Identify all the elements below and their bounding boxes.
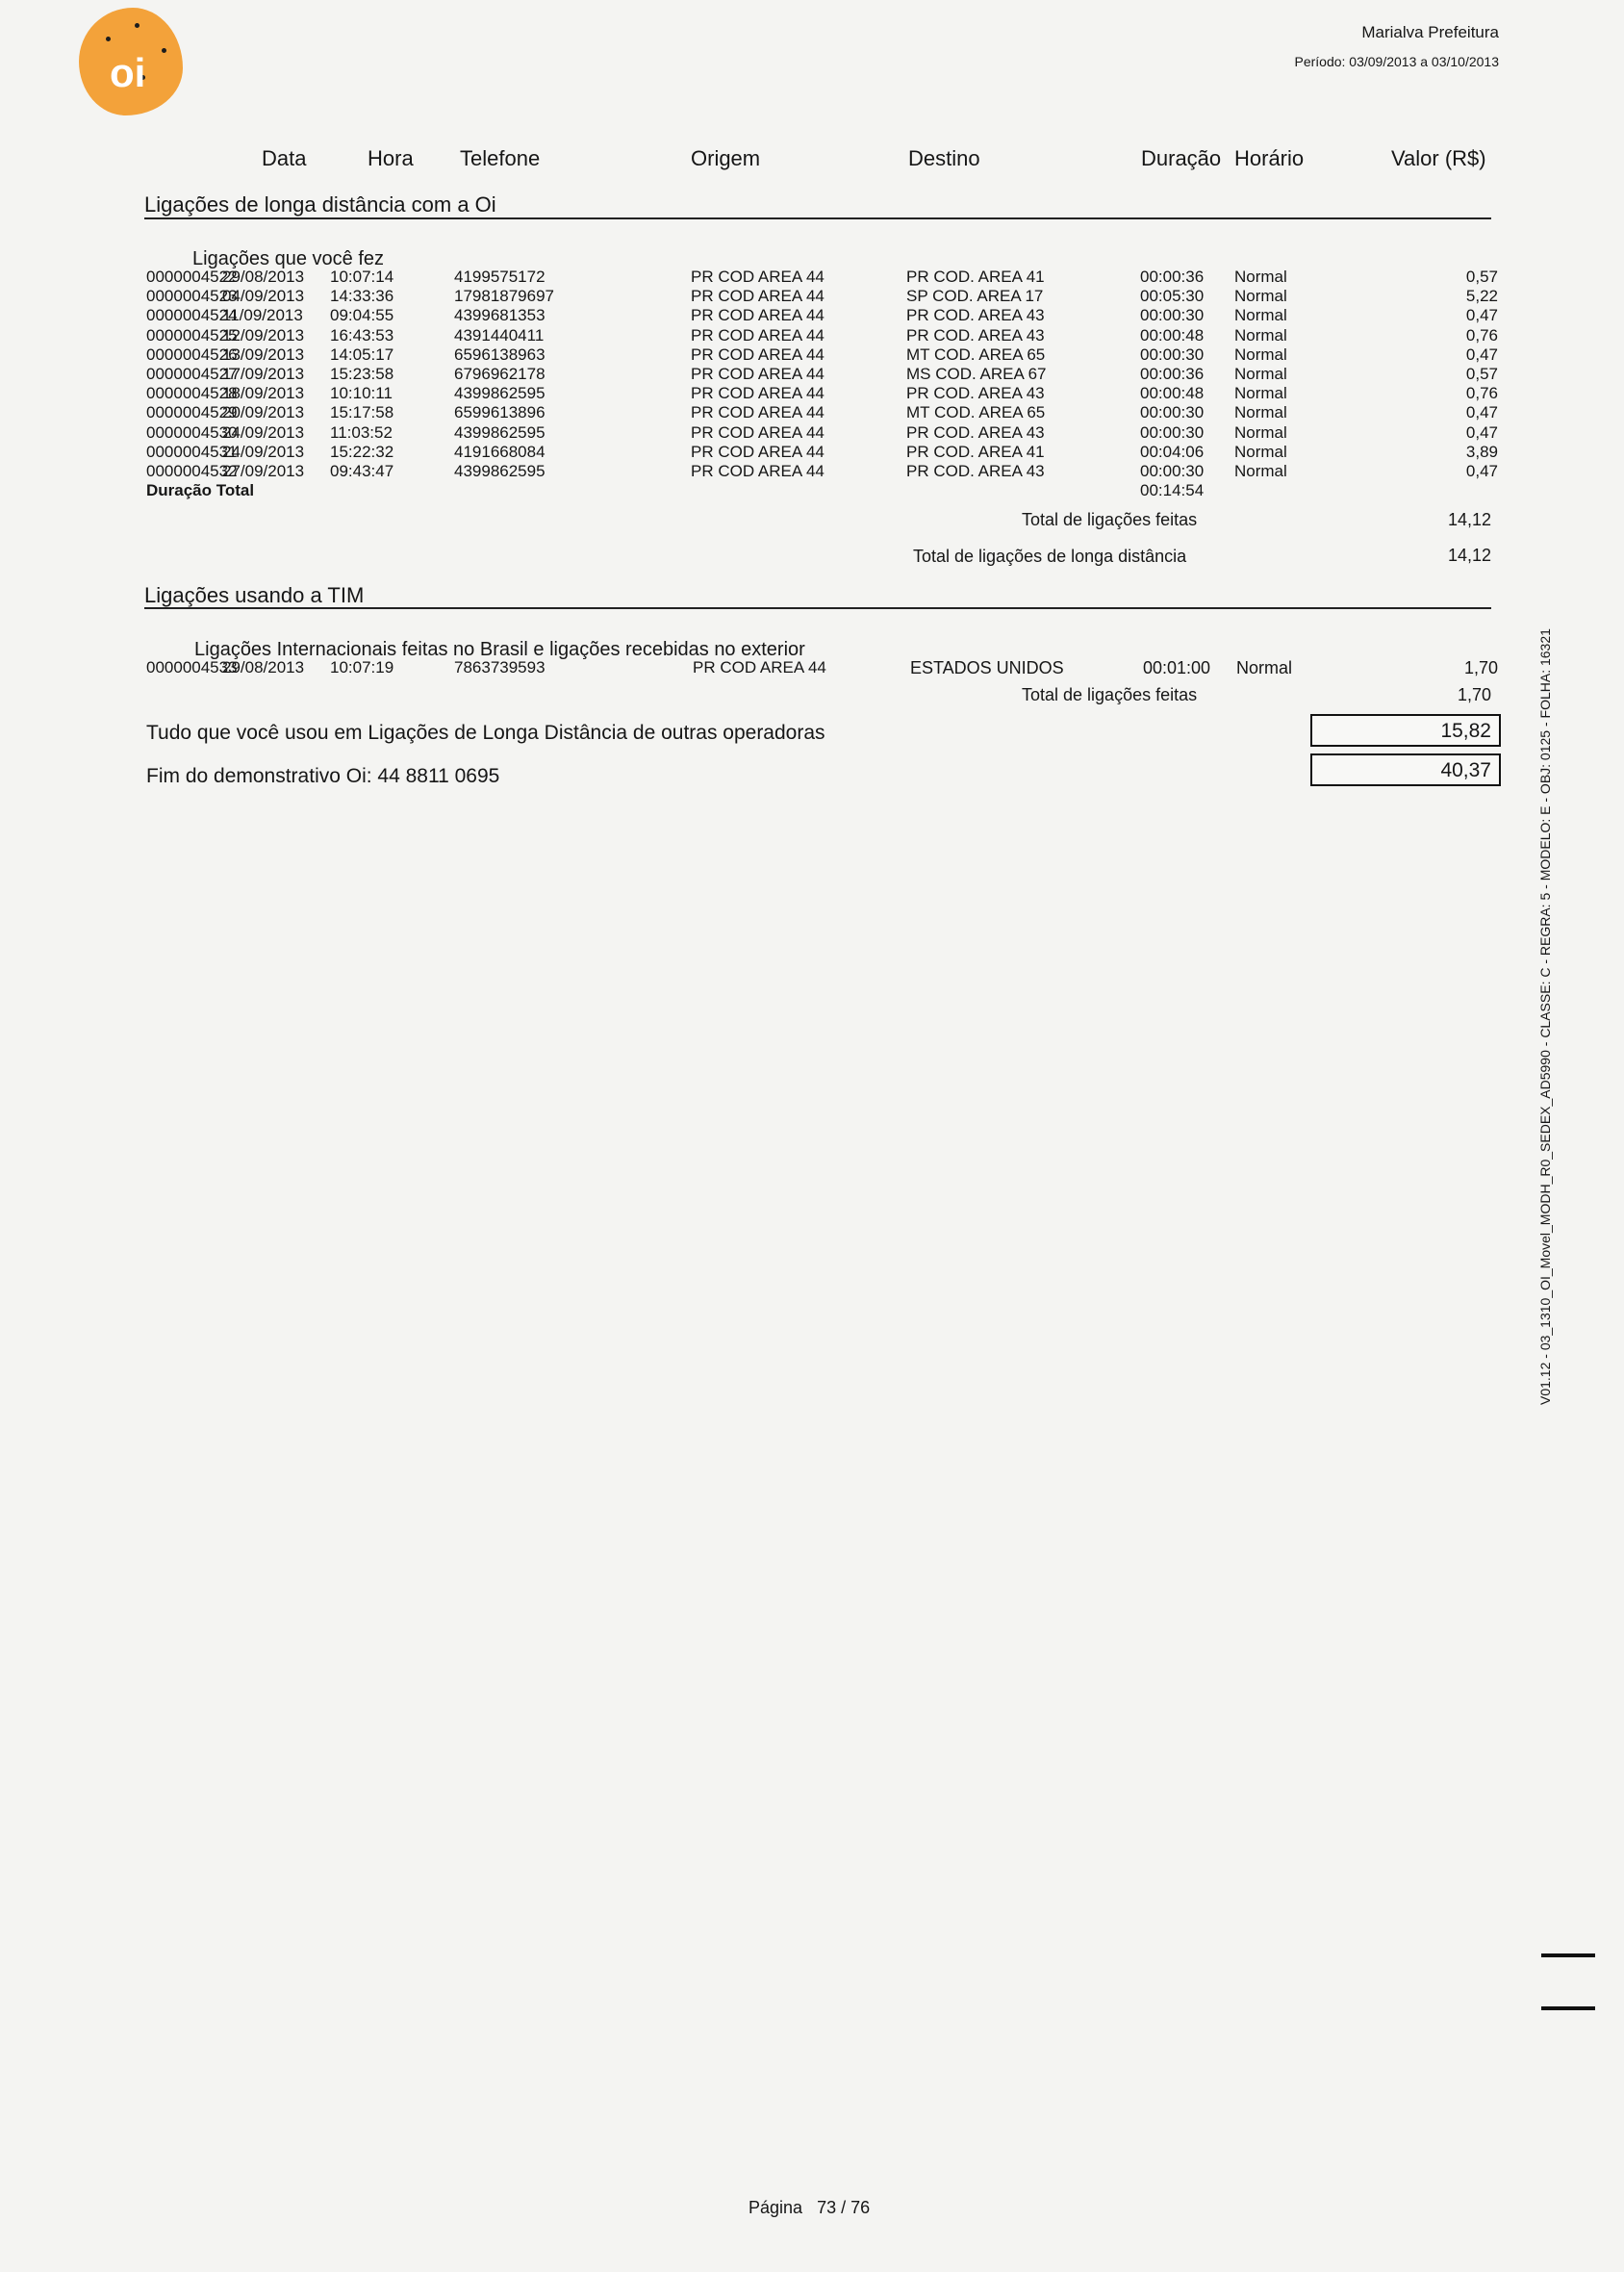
col-duracao: Duração bbox=[1141, 146, 1222, 170]
call-horario: Normal bbox=[1234, 403, 1287, 422]
other-operators-total-box bbox=[1310, 714, 1501, 747]
table-row bbox=[146, 403, 1498, 422]
long-distance-calls-table bbox=[146, 268, 1498, 500]
tim-calls-table bbox=[146, 658, 1498, 677]
call-date: 12/09/2013 bbox=[222, 325, 305, 345]
call-horario: Normal bbox=[1234, 287, 1287, 306]
statement-total: 40,37 bbox=[1440, 759, 1491, 781]
table-row bbox=[146, 365, 1498, 384]
call-value: 0,47 bbox=[1465, 461, 1498, 480]
call-phone: 4191668084 bbox=[454, 442, 546, 461]
call-horario: Normal bbox=[1234, 461, 1287, 480]
call-phone: 6596138963 bbox=[454, 345, 546, 364]
call-origin: PR COD AREA 44 bbox=[691, 364, 825, 383]
table-row bbox=[146, 287, 1498, 306]
call-phone: 4399862595 bbox=[454, 384, 546, 403]
call-duration: 00:00:30 bbox=[1140, 403, 1205, 422]
call-destination: PR COD. AREA 43 bbox=[906, 306, 1045, 325]
call-destination: PR COD. AREA 43 bbox=[906, 422, 1045, 442]
call-duration: 00:00:30 bbox=[1140, 345, 1205, 364]
col-destino: Destino bbox=[908, 146, 980, 170]
call-destination: PR COD. AREA 41 bbox=[906, 442, 1045, 461]
call-duration: 00:05:30 bbox=[1140, 287, 1205, 306]
call-destination: PR COD. AREA 43 bbox=[906, 384, 1045, 403]
call-date: 20/09/2013 bbox=[222, 403, 305, 422]
total-calls-value: 14,12 bbox=[1447, 510, 1491, 529]
call-origin: PR COD AREA 44 bbox=[691, 422, 825, 442]
call-time: 14:05:17 bbox=[330, 345, 394, 364]
call-time: 16:43:53 bbox=[330, 325, 394, 345]
international-calls-subtitle: Ligações Internacionais feitas no Brasil e ligações recebidas no exterior bbox=[194, 639, 805, 660]
call-value: 0,47 bbox=[1465, 345, 1498, 364]
section-long-distance-title: Ligações de longa distância com a Oi bbox=[144, 192, 496, 217]
call-date: 11/09/2013 bbox=[222, 306, 303, 325]
call-value: 0,47 bbox=[1465, 403, 1498, 422]
call-value: 0,47 bbox=[1465, 306, 1498, 325]
call-origin: PR COD AREA 44 bbox=[691, 268, 825, 286]
call-horario: Normal bbox=[1234, 442, 1287, 461]
call-date: 13/09/2013 bbox=[222, 345, 305, 364]
call-duration: 00:00:48 bbox=[1140, 325, 1205, 345]
call-destination: ESTADOS UNIDOS bbox=[910, 658, 1064, 677]
call-origin: PR COD AREA 44 bbox=[691, 325, 825, 345]
col-horario: Horário bbox=[1234, 146, 1305, 170]
call-value: 1,70 bbox=[1463, 658, 1498, 677]
col-valor: Valor (R$) bbox=[1391, 146, 1486, 170]
call-date: 04/09/2013 bbox=[222, 287, 305, 306]
call-horario: Normal bbox=[1234, 325, 1287, 345]
call-value: 5,22 bbox=[1465, 287, 1498, 306]
table-row bbox=[146, 384, 1498, 403]
statement-end-label: Fim do demonstrativo Oi: 44 8811 0695 bbox=[146, 765, 500, 787]
call-time: 09:04:55 bbox=[330, 306, 394, 325]
call-time: 15:23:58 bbox=[330, 364, 394, 383]
call-date: 18/09/2013 bbox=[222, 384, 305, 403]
call-origin: PR COD AREA 44 bbox=[693, 658, 826, 676]
table-row bbox=[146, 306, 1498, 325]
oi-logo bbox=[79, 8, 183, 115]
tim-total-calls-label: Total de ligações feitas bbox=[1022, 685, 1198, 704]
table-row bbox=[146, 658, 1498, 677]
alignment-mark bbox=[1541, 2006, 1595, 2010]
call-destination: PR COD. AREA 43 bbox=[906, 325, 1045, 345]
page-number bbox=[749, 2198, 870, 2218]
call-value: 3,89 bbox=[1465, 442, 1498, 461]
call-time: 15:22:32 bbox=[330, 442, 394, 461]
page-count: 73 / 76 bbox=[817, 2198, 871, 2217]
call-value: 0,47 bbox=[1465, 422, 1498, 442]
call-destination: MT COD. AREA 65 bbox=[906, 403, 1046, 422]
col-data: Data bbox=[262, 146, 307, 170]
call-horario: Normal bbox=[1234, 345, 1287, 364]
page-label: Página bbox=[749, 2198, 803, 2217]
call-destination: MS COD. AREA 67 bbox=[906, 364, 1047, 383]
call-destination: PR COD. AREA 43 bbox=[906, 461, 1045, 480]
call-duration: 00:00:48 bbox=[1140, 384, 1205, 403]
duration-total-label: Duração Total bbox=[146, 481, 255, 500]
call-time: 11:03:52 bbox=[330, 422, 393, 442]
call-time: 10:07:19 bbox=[330, 658, 394, 676]
call-id: 0000004522 bbox=[146, 268, 238, 286]
call-id: 0000004526 bbox=[146, 345, 238, 364]
call-date: 27/09/2013 bbox=[222, 461, 305, 480]
call-id: 0000004532 bbox=[146, 461, 238, 480]
call-horario: Normal bbox=[1234, 268, 1287, 286]
call-time: 15:17:58 bbox=[330, 403, 394, 422]
call-id: 0000004525 bbox=[146, 325, 238, 345]
tim-total-calls-value: 1,70 bbox=[1457, 685, 1491, 704]
call-id: 0000004533 bbox=[146, 658, 238, 676]
call-id: 0000004527 bbox=[146, 364, 238, 383]
duration-total-value: 00:14:54 bbox=[1140, 481, 1205, 500]
call-duration: 00:00:36 bbox=[1140, 364, 1205, 383]
statement-total-box bbox=[1310, 753, 1501, 786]
section-tim-title: Ligações usando a TIM bbox=[144, 583, 365, 607]
table-row bbox=[146, 423, 1498, 443]
other-operators-total: 15,82 bbox=[1440, 720, 1491, 742]
call-horario: Normal bbox=[1234, 364, 1287, 383]
call-origin: PR COD AREA 44 bbox=[691, 461, 825, 480]
call-horario: Normal bbox=[1236, 658, 1293, 677]
table-row bbox=[146, 443, 1498, 462]
call-phone: 17981879697 bbox=[454, 287, 555, 306]
call-origin: PR COD AREA 44 bbox=[691, 384, 825, 403]
call-destination: MT COD. AREA 65 bbox=[906, 345, 1046, 364]
call-phone: 4199575172 bbox=[454, 268, 546, 286]
call-date: 29/08/2013 bbox=[222, 658, 305, 676]
call-duration: 00:01:00 bbox=[1143, 658, 1211, 677]
call-value: 0,57 bbox=[1465, 268, 1498, 286]
alignment-mark bbox=[1541, 1953, 1595, 1957]
total-long-distance-value: 14,12 bbox=[1447, 546, 1491, 565]
billing-period: Período: 03/09/2013 a 03/10/2013 bbox=[1294, 54, 1499, 69]
logo-text: oi bbox=[110, 50, 146, 95]
call-date: 24/09/2013 bbox=[222, 422, 305, 442]
call-time: 10:07:14 bbox=[330, 268, 394, 286]
call-duration: 00:04:06 bbox=[1140, 442, 1205, 461]
call-horario: Normal bbox=[1234, 306, 1287, 325]
call-id: 0000004524 bbox=[146, 306, 238, 325]
call-id: 0000004523 bbox=[146, 287, 238, 306]
calls-made-subtitle: Ligações que você fez bbox=[192, 248, 385, 269]
call-value: 0,76 bbox=[1465, 325, 1498, 345]
call-value: 0,57 bbox=[1465, 364, 1498, 383]
table-row bbox=[146, 326, 1498, 345]
call-horario: Normal bbox=[1234, 384, 1287, 403]
call-time: 14:33:36 bbox=[330, 287, 394, 306]
company-name: Marialva Prefeitura bbox=[1361, 23, 1499, 41]
total-long-distance-label: Total de ligações de longa distância bbox=[913, 547, 1187, 566]
call-value: 0,76 bbox=[1465, 384, 1498, 403]
call-origin: PR COD AREA 44 bbox=[691, 345, 825, 364]
call-phone: 6796962178 bbox=[454, 364, 546, 383]
call-horario: Normal bbox=[1234, 422, 1287, 442]
call-duration: 00:00:30 bbox=[1140, 422, 1205, 442]
call-phone: 4399862595 bbox=[454, 461, 546, 480]
col-telefone: Telefone bbox=[460, 146, 541, 170]
print-control-code: V01.12 - 03_1310_OI_Movel_MODH_R0_SEDEX_AD5990 - CLASSE: C - REGRA: 5 - MODELO: E - OBJ: 0125 - FOLHA: 16321 bbox=[1537, 628, 1553, 1405]
call-origin: PR COD AREA 44 bbox=[691, 403, 825, 422]
call-destination: SP COD. AREA 17 bbox=[906, 287, 1044, 306]
call-phone: 6599613896 bbox=[454, 403, 546, 422]
table-row bbox=[146, 268, 1498, 287]
call-origin: PR COD AREA 44 bbox=[691, 442, 825, 461]
total-calls-label: Total de ligações feitas bbox=[1022, 510, 1198, 529]
call-duration: 00:00:36 bbox=[1140, 268, 1205, 286]
call-date: 29/08/2013 bbox=[222, 268, 305, 286]
call-id: 0000004528 bbox=[146, 384, 238, 403]
call-phone: 4399681353 bbox=[454, 306, 546, 325]
call-phone: 4391440411 bbox=[454, 325, 545, 345]
section-divider bbox=[144, 217, 1491, 219]
table-row bbox=[146, 345, 1498, 365]
call-duration: 00:00:30 bbox=[1140, 306, 1205, 325]
call-destination: PR COD. AREA 41 bbox=[906, 268, 1045, 286]
section-divider bbox=[144, 607, 1491, 609]
call-phone: 4399862595 bbox=[454, 422, 546, 442]
call-id: 0000004531 bbox=[146, 442, 238, 461]
col-origem: Origem bbox=[691, 146, 761, 170]
call-duration: 00:00:30 bbox=[1140, 461, 1205, 480]
call-id: 0000004530 bbox=[146, 422, 238, 442]
call-origin: PR COD AREA 44 bbox=[691, 306, 825, 325]
call-date: 24/09/2013 bbox=[222, 442, 305, 461]
call-time: 09:43:47 bbox=[330, 461, 394, 480]
call-time: 10:10:11 bbox=[330, 384, 393, 403]
call-origin: PR COD AREA 44 bbox=[691, 287, 825, 306]
col-hora: Hora bbox=[368, 146, 414, 170]
call-id: 0000004529 bbox=[146, 403, 238, 422]
duration-total-row bbox=[146, 481, 1498, 500]
other-operators-label: Tudo que você usou em Ligações de Longa Distância de outras operadoras bbox=[146, 722, 825, 744]
table-row bbox=[146, 462, 1498, 481]
call-date: 17/09/2013 bbox=[222, 364, 305, 383]
call-phone: 7863739593 bbox=[454, 658, 546, 676]
